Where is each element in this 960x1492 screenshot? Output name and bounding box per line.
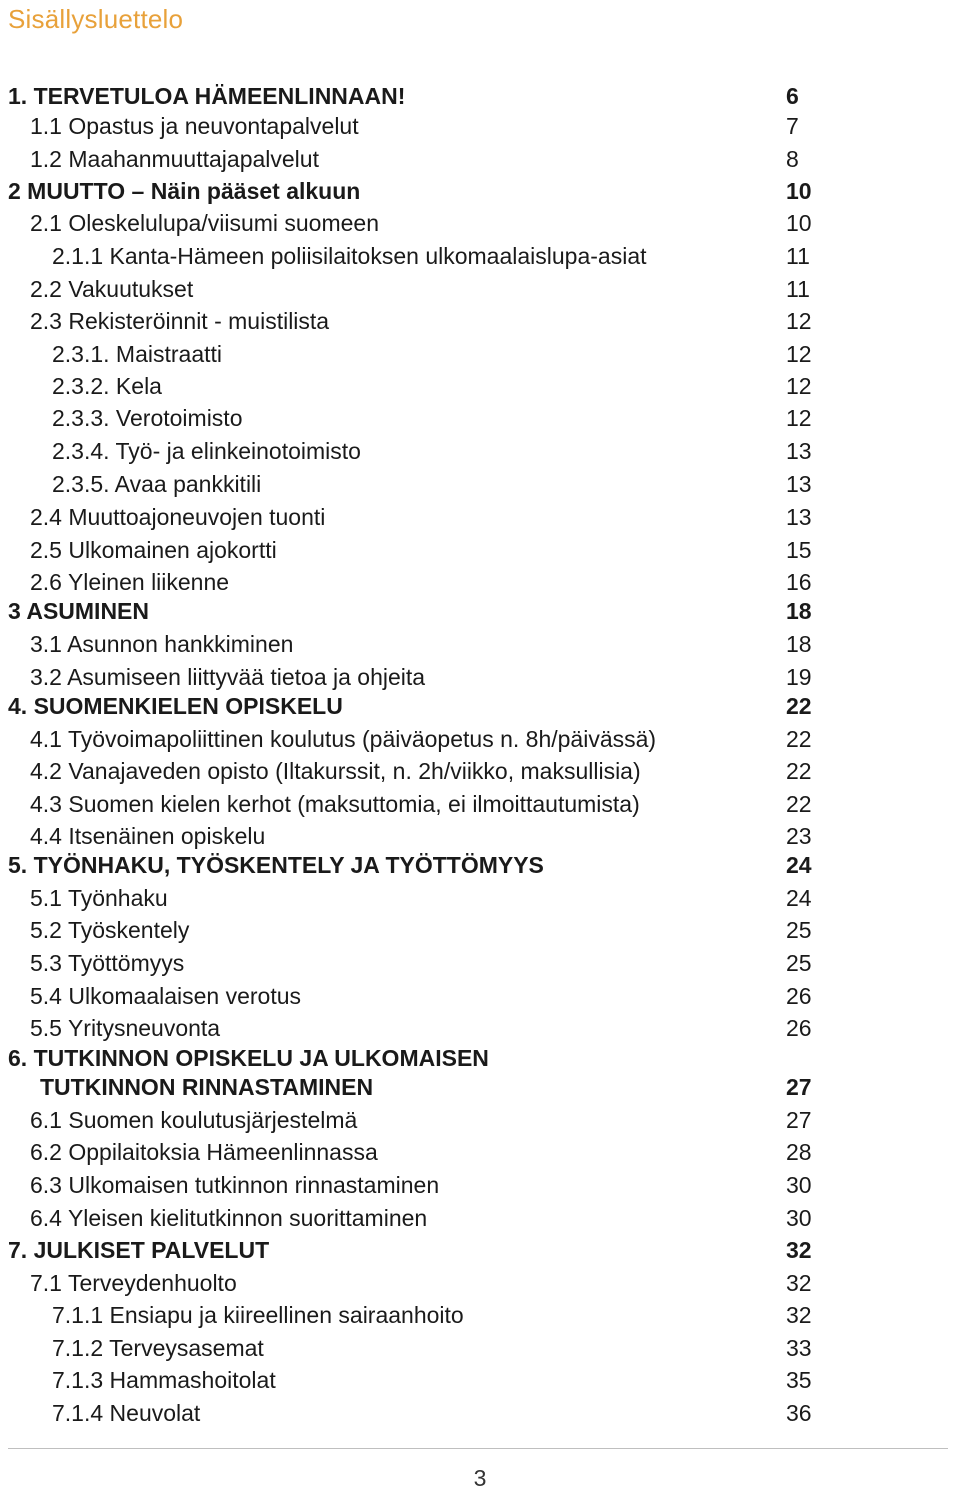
- toc-entry-page: 16: [786, 569, 812, 595]
- toc-entry-label: 2.3 Rekisteröinnit - muistilista: [30, 308, 330, 334]
- toc-entry[interactable]: [0, 662, 960, 692]
- toc-title: Sisällysluettelo: [8, 4, 184, 34]
- toc-entry-label: 6.1 Suomen koulutusjärjestelmä: [30, 1107, 358, 1133]
- toc-entry-page: 12: [786, 341, 812, 367]
- toc-entry-page: 26: [786, 983, 812, 1009]
- toc-entry-label: 1.1 Opastus ja neuvontapalvelut: [30, 113, 359, 139]
- toc-entry[interactable]: [0, 208, 960, 238]
- toc-entry-page: 28: [786, 1139, 812, 1165]
- toc-entry-label: 3.2 Asumiseen liittyvää tietoa ja ohjeita: [30, 664, 426, 690]
- toc-entry-label: 2.5 Ulkomainen ajokortti: [30, 537, 277, 563]
- toc-entry-label: 7.1.3 Hammashoitolat: [52, 1367, 276, 1393]
- toc-entry-label: 4.3 Suomen kielen kerhot (maksuttomia, ei ilmoittautumista): [30, 791, 640, 817]
- toc-entry[interactable]: [0, 1268, 960, 1298]
- toc-entry-label: 2.6 Yleinen liikenne: [30, 569, 230, 595]
- toc-entry-label: 2.3.1. Maistraatti: [52, 341, 223, 367]
- toc-entry[interactable]: [0, 339, 960, 369]
- toc-entry[interactable]: [0, 789, 960, 819]
- toc-entry-page: 27: [786, 1107, 812, 1133]
- toc-entry-label: 1. TERVETULOA HÄMEENLINNAAN!: [8, 83, 406, 109]
- toc-entry[interactable]: [0, 371, 960, 401]
- toc-entry-page: 11: [786, 243, 810, 269]
- toc-entry-page: 30: [786, 1205, 812, 1231]
- toc-entry-label: 2.1 Oleskelulupa/viisumi suomeen: [30, 210, 380, 236]
- toc-entry[interactable]: [0, 948, 960, 978]
- toc-entry-page: 24: [786, 852, 812, 878]
- toc-entry-label: 7.1.2 Terveysasemat: [52, 1335, 264, 1361]
- toc-entry[interactable]: [0, 821, 960, 851]
- toc-entry[interactable]: [0, 915, 960, 945]
- toc-entry-label: 2 MUUTTO – Näin pääset alkuun: [8, 178, 361, 204]
- toc-entry[interactable]: [0, 850, 960, 880]
- toc-entry-label: 2.2 Vakuutukset: [30, 276, 194, 302]
- toc-entry-page: 24: [786, 885, 812, 911]
- toc-entry[interactable]: [0, 567, 960, 597]
- toc-entry-label: 4.4 Itsenäinen opiskelu: [30, 823, 266, 849]
- toc-entry-label: 7.1.1 Ensiapu ja kiireellinen sairaanhoito: [52, 1302, 464, 1328]
- toc-entry[interactable]: [0, 306, 960, 336]
- toc-entry[interactable]: [0, 274, 960, 304]
- toc-entry-page: 8: [786, 146, 799, 172]
- toc-entry-page: 32: [786, 1237, 812, 1263]
- toc-entry-label: 5.1 Työnhaku: [30, 885, 168, 911]
- toc-entry-page: 12: [786, 405, 812, 431]
- toc-entry[interactable]: [0, 81, 960, 111]
- toc-entry-page: 13: [786, 438, 812, 464]
- toc-entry-page: 25: [786, 950, 812, 976]
- toc-entry[interactable]: [0, 436, 960, 466]
- toc-entry-label: 6.3 Ulkomaisen tutkinnon rinnastaminen: [30, 1172, 440, 1198]
- toc-entry-page: 13: [786, 471, 812, 497]
- toc-entry-page: 19: [786, 664, 812, 690]
- toc-entry-label: 7. JULKISET PALVELUT: [8, 1237, 270, 1263]
- toc-entry-page: 12: [786, 373, 812, 399]
- toc-entry[interactable]: [0, 144, 960, 174]
- toc-entry-label: 4.2 Vanajaveden opisto (Iltakurssit, n. 2h/viikko, maksullisia): [30, 758, 641, 784]
- toc-entry-page: 32: [786, 1270, 812, 1296]
- toc-entry-page: 23: [786, 823, 812, 849]
- toc-entry[interactable]: [0, 1203, 960, 1233]
- toc-entry[interactable]: [0, 502, 960, 532]
- toc-entry-label: 5.4 Ulkomaalaisen verotus: [30, 983, 302, 1009]
- toc-entry[interactable]: [0, 1235, 960, 1265]
- toc-entry[interactable]: [0, 1170, 960, 1200]
- toc-entry-page: 22: [786, 726, 812, 752]
- toc-entry[interactable]: [0, 469, 960, 499]
- toc-entry-page: 10: [786, 210, 812, 236]
- toc-entry-label: 3.1 Asunnon hankkiminen: [30, 631, 294, 657]
- toc-entry-label: 5.3 Työttömyys: [30, 950, 185, 976]
- toc-entry-label: 7.1.4 Neuvolat: [52, 1400, 201, 1426]
- toc-entry-page: 10: [786, 178, 812, 204]
- toc-entry-label: 2.4 Muuttoajoneuvojen tuonti: [30, 504, 326, 530]
- toc-entry-label: 2.1.1 Kanta-Hämeen poliisilaitoksen ulkomaalaislupa-asiat: [52, 243, 647, 269]
- footer-divider: [8, 1448, 948, 1449]
- page-number: 3: [473, 1465, 487, 1491]
- toc-entry-label: 6.2 Oppilaitoksia Hämeenlinnassa: [30, 1139, 378, 1165]
- toc-entry-page: 18: [786, 631, 812, 657]
- toc-entry-label: 5.2 Työskentely: [30, 917, 190, 943]
- toc-entry-label: 5. TYÖNHAKU, TYÖSKENTELY JA TYÖTTÖMYYS: [8, 852, 544, 878]
- toc-entry[interactable]: [0, 1072, 960, 1102]
- toc-entry[interactable]: [0, 1398, 960, 1428]
- toc-entry-page: 33: [786, 1335, 812, 1361]
- toc-entry[interactable]: [0, 1013, 960, 1043]
- toc-entry[interactable]: [0, 883, 960, 913]
- toc-entry[interactable]: [0, 596, 960, 626]
- toc-entry[interactable]: [0, 691, 960, 721]
- toc-entry-page: 27: [786, 1074, 812, 1100]
- toc-entry[interactable]: [0, 724, 960, 754]
- toc-entry-page: 12: [786, 308, 812, 334]
- toc-entry[interactable]: [0, 1300, 960, 1330]
- toc-entry[interactable]: [0, 1137, 960, 1167]
- toc-entry-page: 30: [786, 1172, 812, 1198]
- toc-entry-page: 15: [786, 537, 812, 563]
- toc-entry[interactable]: [0, 981, 960, 1011]
- toc-entry-label: 7.1 Terveydenhuolto: [30, 1270, 237, 1296]
- toc-entry[interactable]: [0, 756, 960, 786]
- toc-entry-label: 5.5 Yritysneuvonta: [30, 1015, 221, 1041]
- toc-entry-label: 2.3.5. Avaa pankkitili: [52, 471, 262, 497]
- toc-entry-label: 1.2 Maahanmuuttajapalvelut: [30, 146, 319, 172]
- toc-entry-page: 13: [786, 504, 812, 530]
- toc-entry-label: 6. TUTKINNON OPISKELU JA ULKOMAISEN: [8, 1045, 489, 1071]
- toc-entry-label: 6.4 Yleisen kielitutkinnon suorittaminen: [30, 1205, 428, 1231]
- toc-entry-label: 2.3.4. Työ- ja elinkeinotoimisto: [52, 438, 361, 464]
- toc-entry-label: TUTKINNON RINNASTAMINEN: [40, 1074, 374, 1100]
- toc-entry-page: 11: [786, 276, 810, 302]
- toc-entry[interactable]: [0, 111, 960, 141]
- toc-entry-label: 4. SUOMENKIELEN OPISKELU: [8, 693, 343, 719]
- toc-entry-page: 25: [786, 917, 812, 943]
- toc-entry-label: 3 ASUMINEN: [8, 598, 149, 624]
- toc-entry-page: 22: [786, 758, 812, 784]
- toc-entry[interactable]: [0, 1105, 960, 1135]
- toc-entry[interactable]: [0, 176, 960, 206]
- toc-entry[interactable]: [0, 535, 960, 565]
- toc-entry[interactable]: [0, 241, 960, 271]
- toc-entry-page: 22: [786, 791, 812, 817]
- toc-entry[interactable]: [0, 1333, 960, 1363]
- toc-entry-page: 22: [786, 693, 812, 719]
- toc-entry-page: 7: [786, 113, 799, 139]
- toc-entry-label: 4.1 Työvoimapoliittinen koulutus (päiväopetus n. 8h/päivässä): [30, 726, 657, 752]
- toc-entry[interactable]: [0, 629, 960, 659]
- toc-entry[interactable]: [0, 403, 960, 433]
- toc-entry-page: 36: [786, 1400, 812, 1426]
- toc-entry-page: 32: [786, 1302, 812, 1328]
- toc-entry-page: 35: [786, 1367, 812, 1393]
- toc-entry[interactable]: [0, 1365, 960, 1395]
- toc-entry-page: 18: [786, 598, 812, 624]
- toc-entry-page: 6: [786, 83, 799, 109]
- toc-entry-label: 2.3.3. Verotoimisto: [52, 405, 243, 431]
- toc-entry[interactable]: [0, 1043, 960, 1073]
- toc-entry-label: 2.3.2. Kela: [52, 373, 162, 399]
- toc-entry-page: 26: [786, 1015, 812, 1041]
